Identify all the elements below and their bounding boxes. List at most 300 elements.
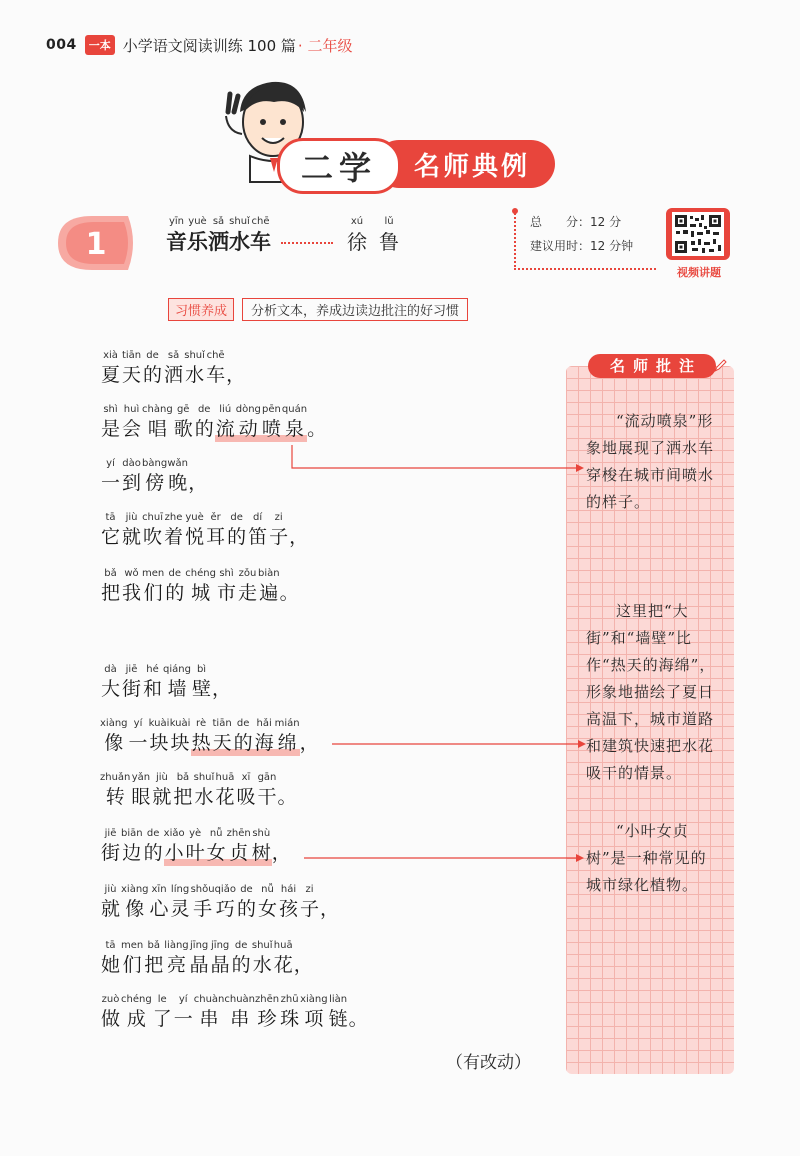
char-with-pinyin (100, 664, 121, 702)
char-with-pinyin (205, 512, 226, 550)
char-with-pinyin (191, 718, 212, 756)
pinyin: jīng (190, 940, 209, 951)
pinyin: zǒu (238, 568, 257, 579)
suggested-time: 建议用时：12 分钟 (530, 239, 634, 253)
hanzi: 就 (152, 786, 172, 808)
hanzi: 热 (191, 732, 211, 754)
pinyin: xiǎo (163, 828, 185, 839)
pinyin: bàng (142, 458, 168, 469)
char-with-pinyin (170, 884, 191, 922)
pinyin: shuǐ (184, 350, 205, 361)
hanzi: 着 (164, 526, 184, 548)
pinyin: xiàng (100, 718, 128, 729)
pinyin: de (230, 512, 243, 523)
pinyin: wǎn (167, 458, 189, 469)
char-with-pinyin (227, 828, 251, 866)
pinyin: hé (146, 664, 159, 675)
hanzi: 一 (173, 1008, 193, 1030)
hanzi: 的 (233, 732, 253, 754)
pinyin: chéng (121, 994, 152, 1005)
poem-line (100, 772, 297, 810)
char-with-pinyin (100, 994, 121, 1032)
pinyin: liú (219, 404, 232, 415)
hanzi: 街 (101, 842, 121, 864)
punctuation: 。 (279, 582, 299, 604)
char-with-pinyin (164, 940, 188, 978)
char-with-pinyin (142, 664, 163, 702)
pinyin: zhuǎn (100, 772, 131, 783)
char-with-pinyin (100, 512, 121, 550)
pinyin: gē (176, 404, 190, 415)
pinyin: hái (280, 884, 297, 895)
hanzi: 悦 (185, 526, 205, 548)
char-with-pinyin (236, 404, 261, 442)
poem-line (100, 404, 326, 442)
char-with-pinyin (100, 940, 121, 978)
char-with-pinyin (121, 940, 143, 978)
pinyin: xiàng (121, 884, 149, 895)
hanzi: 女 (257, 898, 277, 920)
char-with-pinyin (166, 216, 187, 256)
punctuation: ， (226, 364, 246, 386)
hanzi: 笛 (248, 526, 268, 548)
hanzi: 是 (101, 418, 121, 440)
hanzi: 子 (300, 898, 320, 920)
char-with-pinyin (250, 216, 271, 256)
hanzi: 遍 (259, 582, 279, 604)
hanzi: 水 (185, 364, 205, 386)
char-with-pinyin (216, 568, 237, 606)
video-explanation-label[interactable]: 视频讲题 (677, 266, 721, 279)
char-with-pinyin (210, 940, 231, 978)
char-with-pinyin (194, 994, 225, 1032)
hanzi: 就 (122, 526, 142, 548)
hanzi: 市 (216, 582, 236, 604)
punctuation: 。 (277, 786, 297, 808)
pinyin: de (240, 884, 253, 895)
char-with-pinyin (142, 404, 173, 442)
hanzi: 到 (122, 472, 142, 494)
char-with-pinyin (149, 718, 170, 756)
section-banner (277, 138, 555, 190)
qr-code-icon[interactable] (666, 208, 730, 260)
char-with-pinyin (328, 994, 349, 1032)
hanzi: 晚 (168, 472, 188, 494)
pinyin: tiān (212, 718, 232, 729)
hanzi: 水 (229, 230, 250, 254)
pinyin: nǚ (209, 828, 223, 839)
char-with-pinyin (215, 884, 236, 922)
char-with-pinyin (191, 664, 212, 702)
char-with-pinyin (170, 718, 191, 756)
poem-line (100, 664, 231, 702)
hanzi: 块 (170, 732, 190, 754)
char-with-pinyin (235, 772, 256, 810)
pinyin: de (168, 568, 182, 579)
hanzi: 小 (164, 842, 184, 864)
hanzi: 晶 (189, 954, 209, 976)
char-with-pinyin (142, 512, 163, 550)
hanzi: 会 (122, 418, 142, 440)
poem-line (100, 350, 245, 388)
char-with-pinyin (163, 350, 184, 388)
pinyin: jiù (155, 772, 168, 783)
habit-description: 分析文本，养成边读边批注的好习惯 (242, 298, 468, 321)
char-with-pinyin (187, 216, 208, 256)
pinyin: jiē (104, 828, 117, 839)
score-info (514, 210, 656, 270)
char-with-pinyin (151, 772, 172, 810)
punctuation: ， (320, 898, 340, 920)
char-with-pinyin (121, 884, 149, 922)
pinyin: de (197, 404, 211, 415)
hanzi: 手 (193, 898, 213, 920)
char-with-pinyin (236, 884, 257, 922)
pinyin: shì (103, 404, 118, 415)
highlighted-phrase (164, 828, 272, 866)
char-with-pinyin (268, 512, 289, 550)
pinyin: pēn (261, 404, 281, 415)
punctuation: ， (188, 472, 208, 494)
pinyin: biàn (258, 568, 280, 579)
char-with-pinyin (163, 512, 184, 550)
pinyin: zhēn (255, 994, 280, 1005)
hanzi: 像 (125, 898, 145, 920)
pinyin: zhe (164, 512, 183, 523)
hanzi: 车 (206, 364, 226, 386)
hanzi: 的 (236, 898, 256, 920)
pinyin: jīng (211, 940, 230, 951)
char-with-pinyin (214, 772, 235, 810)
char-with-pinyin (149, 884, 170, 922)
char-with-pinyin (275, 718, 300, 756)
pinyin: yuè (188, 216, 207, 227)
hanzi: 她 (101, 954, 121, 976)
hanzi: 街 (122, 678, 142, 700)
hanzi: 干 (257, 786, 277, 808)
hanzi: 树 (251, 842, 271, 864)
char-with-pinyin (184, 350, 205, 388)
hanzi: 绵 (277, 732, 297, 754)
lesson-number: 1 (85, 227, 107, 262)
char-with-pinyin (100, 718, 128, 756)
pinyin: shuǐ (193, 772, 215, 783)
hanzi: 鲁 (379, 230, 399, 254)
hanzi: 把 (173, 786, 193, 808)
char-with-pinyin (206, 828, 227, 866)
hanzi: 乐 (187, 230, 208, 254)
hanzi: 晶 (210, 954, 230, 976)
highlighted-phrase (191, 718, 300, 756)
section-label: 二学 (277, 138, 401, 194)
hanzi: 唱 (147, 418, 167, 440)
hanzi: 灵 (170, 898, 190, 920)
hanzi: 成 (126, 1008, 146, 1030)
char-with-pinyin (215, 404, 236, 442)
annotation-note-2: 这里把“大街”和“墙壁”比作“热天的海绵”，形象地描绘了夏日高温下，城市道路和建筑快速把水花吸干的情景。 (586, 602, 716, 782)
pinyin: shǒu (190, 884, 215, 895)
pinyin: chuī (142, 512, 164, 523)
char-with-pinyin (208, 216, 229, 256)
hanzi: 巧 (215, 898, 235, 920)
pinyin: qiáng (163, 664, 191, 675)
char-with-pinyin (130, 772, 151, 810)
pinyin: jiù (104, 884, 117, 895)
pinyin: tā (105, 940, 116, 951)
pinyin: zhēn (226, 828, 251, 839)
pinyin: kuài (169, 718, 191, 729)
poem-line (100, 568, 299, 606)
punctuation: ， (299, 732, 319, 754)
hanzi: 边 (122, 842, 142, 864)
pinyin: mián (274, 718, 300, 729)
hanzi: 把 (101, 582, 121, 604)
hanzi: 我 (122, 582, 142, 604)
pinyin: líng (170, 884, 190, 895)
hanzi: 走 (237, 582, 257, 604)
pinyin: shù (252, 828, 271, 839)
hanzi: 串 (230, 1008, 250, 1030)
char-with-pinyin (163, 664, 191, 702)
pinyin: tā (105, 512, 116, 523)
pinyin: chéng (185, 568, 216, 579)
char-with-pinyin (173, 994, 194, 1032)
char-with-pinyin (257, 884, 278, 922)
hanzi: 喷 (261, 418, 281, 440)
pinyin: xiàng (300, 994, 328, 1005)
connector-line-1 (292, 445, 578, 468)
pinyin: le (157, 994, 167, 1005)
hanzi: 水 (194, 786, 214, 808)
pinyin: nǚ (261, 884, 274, 895)
hanzi: 天 (122, 364, 142, 386)
hanzi: 壁 (192, 678, 212, 700)
hanzi: 吸 (236, 786, 256, 808)
pinyin: chàng (142, 404, 173, 415)
pinyin: biān (121, 828, 143, 839)
pinyin: de (146, 350, 159, 361)
char-with-pinyin (100, 568, 121, 606)
pinyin: sǎ (212, 216, 225, 227)
char-with-pinyin (164, 828, 185, 866)
poem-line (100, 994, 368, 1032)
pinyin: zi (274, 512, 283, 523)
pinyin: dà (104, 664, 117, 675)
pinyin: yǎn (131, 772, 151, 783)
hanzi: 就 (101, 898, 121, 920)
pinyin: chuàn (224, 994, 256, 1005)
pinyin: yīn (168, 216, 185, 227)
char-with-pinyin (191, 884, 215, 922)
pinyin: gān (257, 772, 277, 783)
hanzi: 城 (191, 582, 211, 604)
hanzi: 徐 (347, 230, 367, 254)
char-with-pinyin (142, 458, 167, 496)
char-with-pinyin (121, 350, 142, 388)
char-with-pinyin (152, 994, 173, 1032)
lesson-number-badge (50, 212, 140, 274)
hanzi: 大 (101, 678, 121, 700)
char-with-pinyin (189, 940, 210, 978)
char-with-pinyin (237, 568, 258, 606)
pinyin: dòng (235, 404, 261, 415)
poem-line (100, 940, 313, 978)
char-with-pinyin (100, 884, 121, 922)
series-title: 小学语文阅读训练 100 篇 (122, 36, 296, 55)
habit-tag: 习惯养成 (168, 298, 234, 321)
pinyin: ěr (210, 512, 221, 523)
annotation-note-1: “流动喷泉”形象地展现了洒水车穿梭在城市间喷水的样子。 (586, 412, 715, 511)
hanzi: 链 (328, 1008, 348, 1030)
pinyin: yí (106, 458, 115, 469)
hanzi: 海 (254, 732, 274, 754)
pinyin: bǎ (147, 940, 160, 951)
pen-icon (712, 358, 728, 374)
hanzi: 了 (152, 1008, 172, 1030)
char-with-pinyin (255, 994, 279, 1032)
hanzi: 的 (143, 842, 163, 864)
char-with-pinyin (226, 512, 247, 550)
char-with-pinyin (121, 458, 142, 496)
char-with-pinyin (100, 828, 121, 866)
pinyin: xīn (151, 884, 167, 895)
poem-line (100, 828, 291, 866)
char-with-pinyin (252, 940, 273, 978)
hanzi: 转 (105, 786, 125, 808)
annotation-title: 名师批注 (588, 354, 716, 378)
char-with-pinyin (142, 568, 164, 606)
hanzi: 像 (104, 732, 124, 754)
punctuation: ， (271, 842, 291, 864)
char-with-pinyin (185, 828, 206, 866)
annotation-note-3: “小叶女贞树”是一种常见的城市绿化植物。 (586, 822, 707, 894)
punctuation: ， (212, 678, 232, 700)
pinyin: chē (206, 350, 225, 361)
hanzi: 花 (273, 954, 293, 976)
brand-logo: 一本 (85, 35, 115, 55)
poem-line (100, 884, 339, 922)
char-with-pinyin (205, 350, 226, 388)
hanzi: 子 (269, 526, 289, 548)
hanzi: 天 (212, 732, 232, 754)
pinyin: hǎi (256, 718, 272, 729)
hanzi: 孩 (278, 898, 298, 920)
pinyin: huā (215, 772, 235, 783)
char-with-pinyin (100, 404, 121, 442)
hanzi: 吹 (143, 526, 163, 548)
hanzi: 把 (144, 954, 164, 976)
page-number: 004 (46, 37, 77, 53)
pinyin: qiǎo (214, 884, 236, 895)
hanzi: 和 (143, 678, 163, 700)
pinyin: huā (273, 940, 293, 951)
hanzi: 做 (101, 1008, 121, 1030)
hanzi: 它 (101, 526, 121, 548)
pinyin: de (146, 828, 160, 839)
char-with-pinyin (100, 350, 121, 388)
hanzi: 耳 (206, 526, 226, 548)
char-with-pinyin (247, 512, 268, 550)
hanzi: 夏 (101, 364, 121, 386)
highlighted-phrase (215, 404, 307, 442)
hanzi: 心 (149, 898, 169, 920)
source-note: （有改动） (446, 1053, 531, 1073)
hanzi: 眼 (131, 786, 151, 808)
punctuation: 。 (348, 1008, 368, 1030)
char-with-pinyin (233, 718, 254, 756)
pinyin: tiān (121, 350, 142, 361)
pinyin: yí (133, 718, 143, 729)
char-with-pinyin (121, 568, 142, 606)
pinyin: xià (103, 350, 118, 361)
hanzi: 女 (206, 842, 226, 864)
poem-line (100, 718, 319, 756)
habit-tip (168, 298, 468, 321)
hanzi: 洒 (208, 230, 229, 254)
pinyin: kuài (148, 718, 170, 729)
pinyin: zuò (101, 994, 120, 1005)
section-subtitle: 名师典例 (375, 140, 555, 188)
pinyin: lǔ (384, 216, 394, 227)
pinyin: xī (241, 772, 251, 783)
char-with-pinyin (167, 458, 188, 496)
char-with-pinyin (373, 216, 405, 256)
pinyin: liàn (329, 994, 348, 1005)
char-with-pinyin (100, 772, 130, 810)
pinyin: quán (281, 404, 308, 415)
char-with-pinyin (261, 404, 282, 442)
pinyin: huì (123, 404, 140, 415)
hanzi: 音 (166, 230, 187, 254)
hanzi: 叶 (185, 842, 205, 864)
pinyin: rè (196, 718, 207, 729)
char-with-pinyin (121, 828, 143, 866)
char-with-pinyin (121, 512, 142, 550)
page-header (46, 34, 352, 56)
char-with-pinyin (142, 350, 163, 388)
pinyin: chē (251, 216, 270, 227)
pinyin: zi (305, 884, 314, 895)
hanzi: 项 (304, 1008, 324, 1030)
hanzi: 的 (227, 526, 247, 548)
char-with-pinyin (341, 216, 373, 256)
pinyin: sǎ (167, 350, 180, 361)
pinyin: bǎ (104, 568, 117, 579)
char-with-pinyin (194, 404, 215, 442)
poem-line (100, 512, 308, 550)
hanzi: 珍 (257, 1008, 277, 1030)
pinyin: men (142, 568, 165, 579)
char-with-pinyin (251, 828, 272, 866)
char-with-pinyin (282, 404, 307, 442)
pinyin: wǒ (124, 568, 139, 579)
pinyin: bǎ (176, 772, 190, 783)
hanzi: 们 (143, 582, 163, 604)
pinyin: shuǐ (229, 216, 250, 227)
char-with-pinyin (172, 772, 193, 810)
pinyin: zhū (280, 994, 299, 1005)
char-with-pinyin (212, 718, 233, 756)
pinyin: jiē (125, 664, 138, 675)
char-with-pinyin (164, 568, 185, 606)
punctuation: 。 (307, 418, 327, 440)
hanzi: 傍 (145, 472, 165, 494)
pinyin: yuè (185, 512, 204, 523)
hanzi: 花 (215, 786, 235, 808)
pinyin: jiù (125, 512, 138, 523)
pinyin: yè (189, 828, 202, 839)
punctuation: ， (289, 526, 309, 548)
